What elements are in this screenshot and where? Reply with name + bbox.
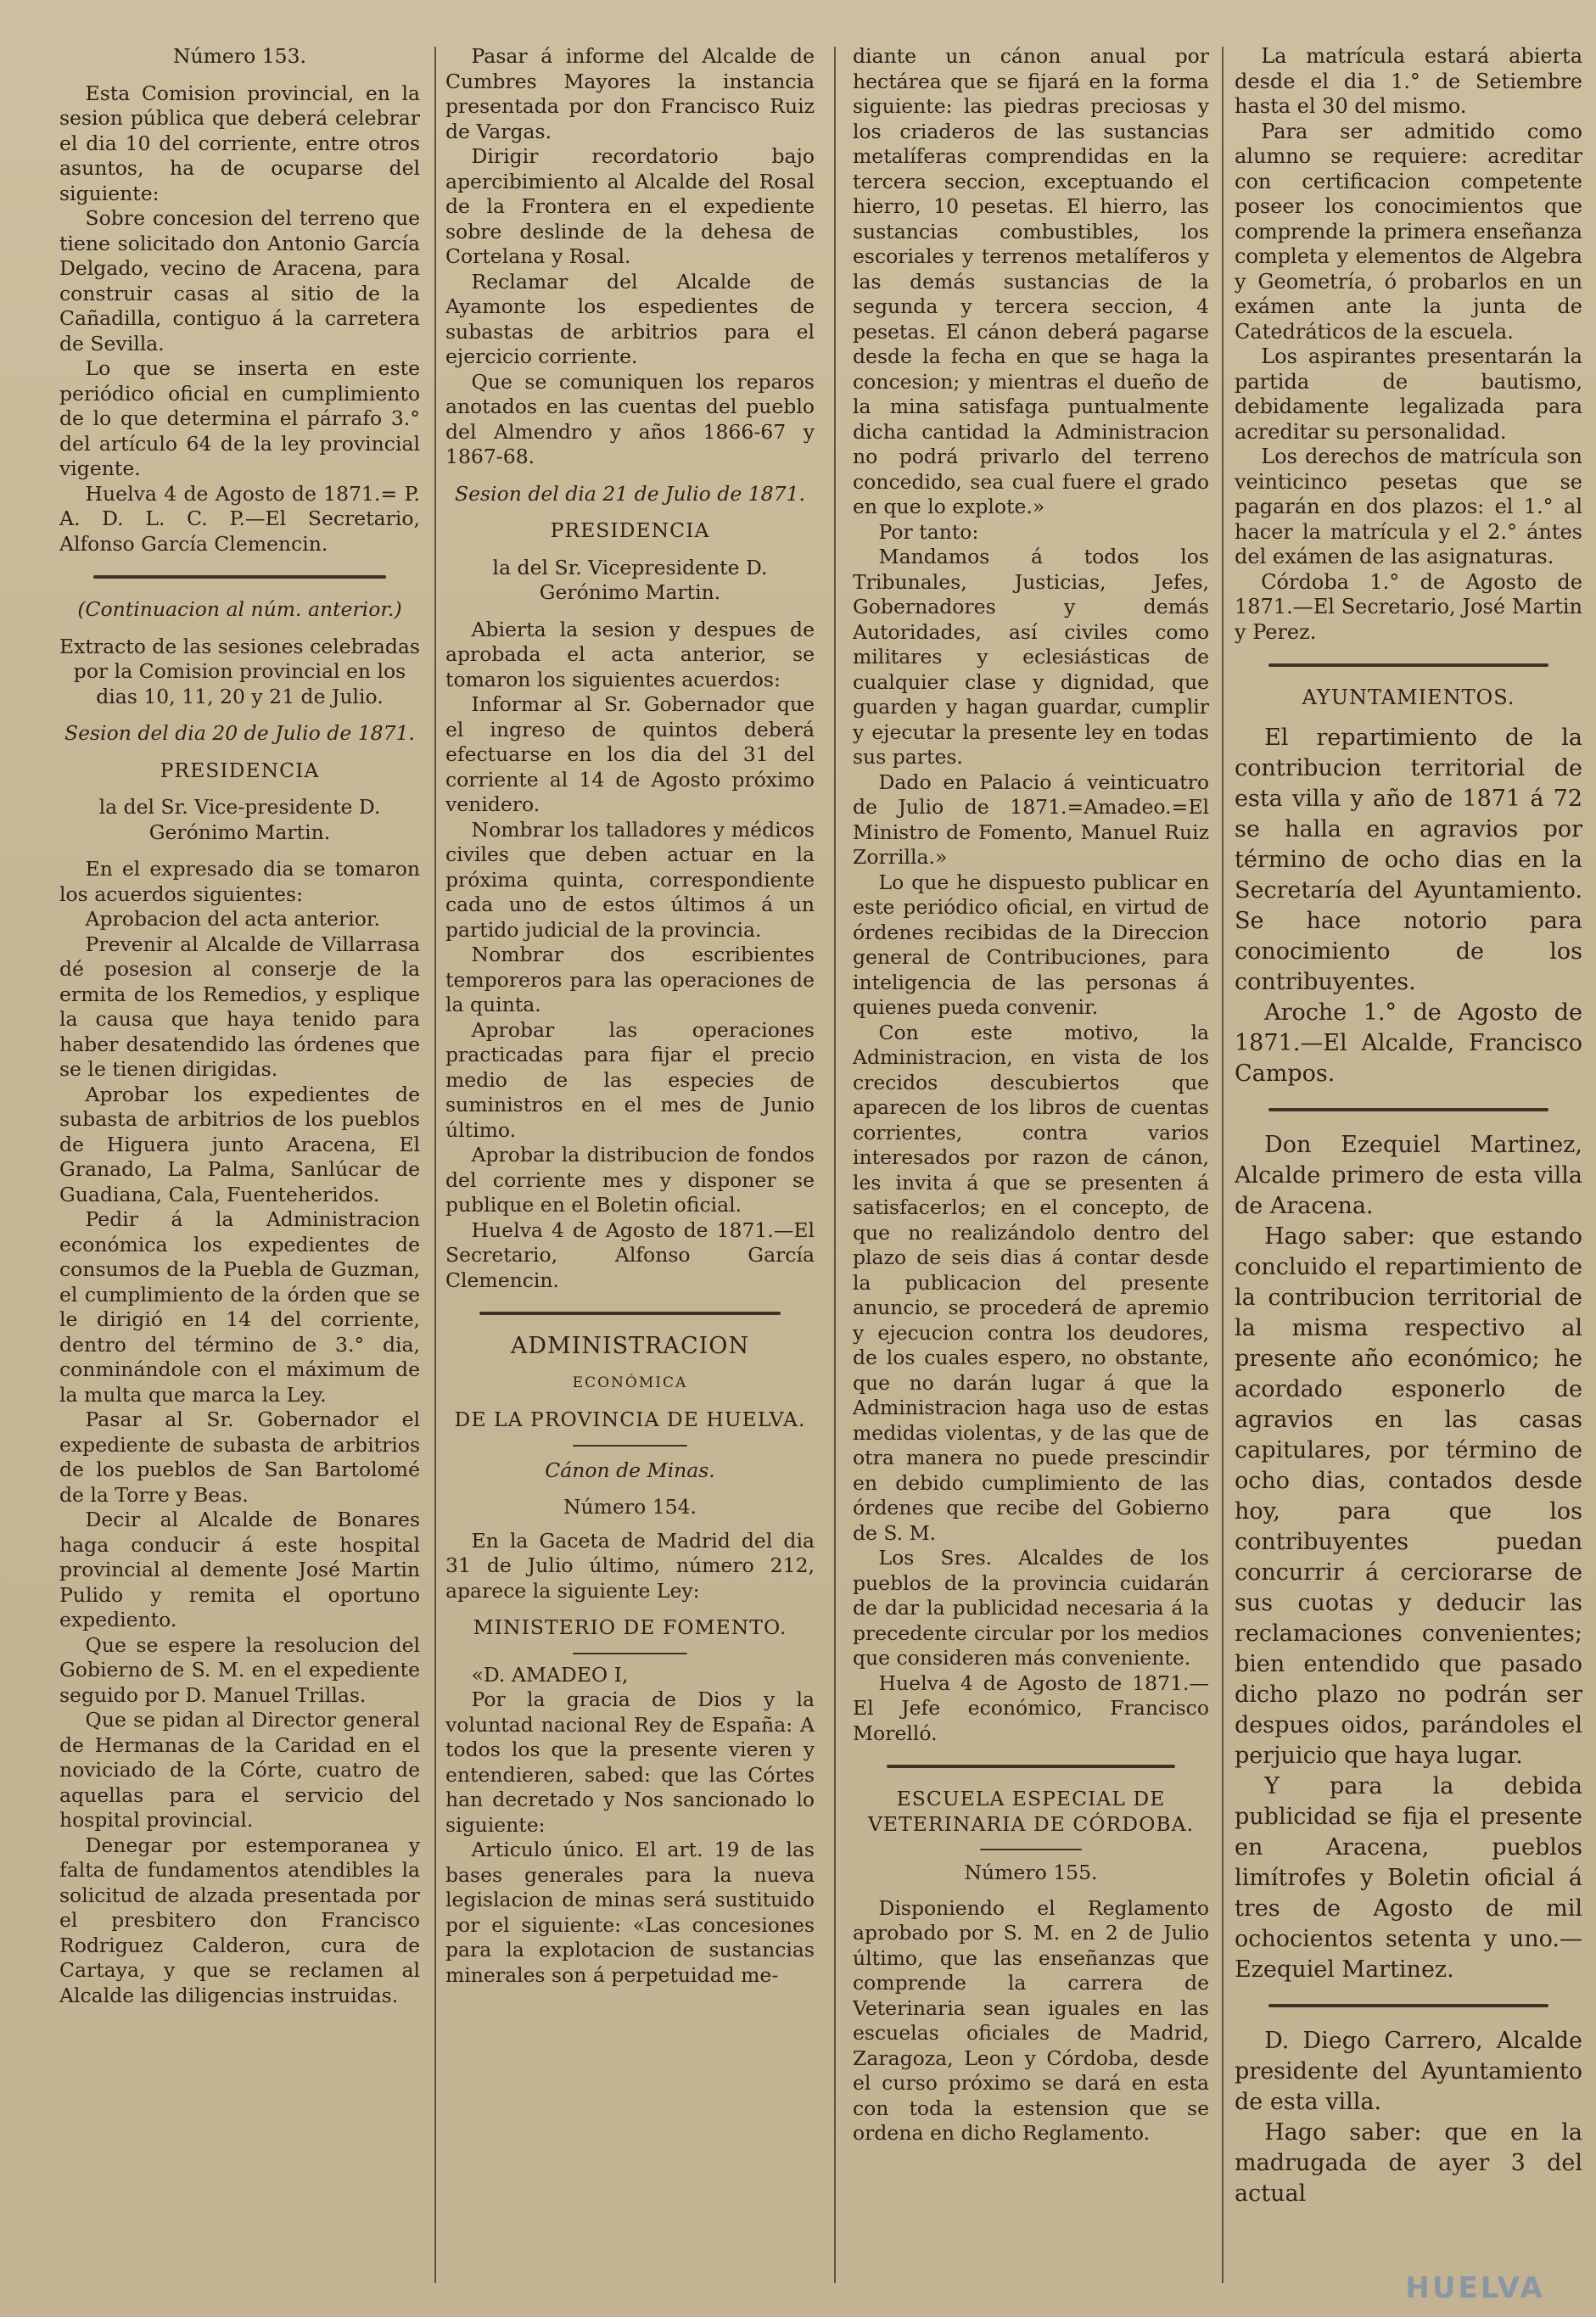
paragraph: En la Gaceta de Madrid del dia 31 de Julio último, número 212, aparece la siguiente Ley: bbox=[445, 1528, 815, 1603]
signature: Aroche 1.° de Agosto de 1871.—El Alcalde, Francisco Campos. bbox=[1235, 999, 1582, 1087]
presidency-sub: la del Sr. Vicepresidente D. Gerónimo Martin. bbox=[492, 555, 768, 604]
presidency-sub: la del Sr. Vice-presidente D. Gerónimo Martin. bbox=[98, 795, 381, 844]
list-item: Que se comuniquen los reparos anotados en las cuentas del pueblo del Almendro y años 1866-67 y 1867-68. bbox=[445, 369, 815, 468]
list-item: Pasar á informe del Alcalde de Cumbres Mayores la instancia presentada por don Francisco Ruiz de Vargas. bbox=[445, 44, 815, 143]
paragraph: Lo que he dispuesto publicar en este periódico oficial, en virtud de órdenes recibidas de la Direccion general de Contribuciones, para inteligencia de las personas á quienes pueda convenir. bbox=[853, 870, 1209, 1019]
separator bbox=[573, 1653, 687, 1654]
list-item: Reclamar del Alcalde de Ayamonte los espedientes de subastas de arbitrios para el ejercicio corriente. bbox=[445, 269, 815, 368]
column-rule bbox=[434, 47, 436, 2283]
column-rule bbox=[1222, 47, 1224, 2283]
session-heading: Sesion del dia 20 de Julio de 1871. bbox=[64, 721, 415, 745]
signature: Huelva 4 de Agosto de 1871.= P. A. D. L. C. P.—El Secretario, Alfonso García Clemencin. bbox=[59, 481, 420, 556]
list-item: Aprobar la distribucion de fondos del corriente mes y disponer se publique en el Boletin oficial. bbox=[445, 1143, 815, 1217]
issue-number: Número 154. bbox=[563, 1495, 697, 1519]
paragraph: Los aspirantes presentarán la partida de bautismo, debidamente legalizada para acreditar su personalidad. bbox=[1235, 344, 1582, 444]
paragraph: Lo que se inserta en este periódico oficial en cumplimiento de lo que determina el párrafo 3.° del artículo 64 de la ley provincial vigente. bbox=[59, 356, 420, 480]
huelva-watermark-logo: HUELVA bbox=[1405, 2271, 1545, 2305]
paragraph: Don Ezequiel Martinez, Alcalde primero de esta villa de Aracena. bbox=[1235, 1131, 1582, 1219]
column-1 bbox=[59, 44, 420, 2283]
list-item: Pedir á la Administracion económica los expedientes de consumos de la Puebla de Guzman, el cumplimiento de la órden que se le dirigió en 14 del corriente, dentro del término de 3.° dia, conminándole con el máximum de la multa que marca la Ley. bbox=[59, 1207, 420, 1407]
separator bbox=[1268, 2004, 1548, 2007]
list-item: Aprobar las operaciones practicadas para fijar el precio medio de las especies de suministros en el mes de Junio último. bbox=[445, 1017, 815, 1142]
list-item: En el expresado dia se tomaron los acuerdos siguientes: bbox=[59, 857, 420, 906]
presidency-heading: PRESIDENCIA bbox=[160, 758, 320, 782]
royal-heading: «D. AMADEO I, bbox=[471, 1662, 629, 1687]
paragraph: Dado en Palacio á veinticuatro de Julio de 1871.=Amadeo.=El Ministro de Fomento, Manuel Ruiz Zorrilla.» bbox=[853, 770, 1209, 869]
paragraph: Para ser admitido como alumno se requiere: acreditar con certificacion competente poseer los conocimientos que comprende la primera enseñanza completa y elementos de Algebra y Geometría, ó probarlos en un exámen ante la junta de Catedráticos de la escuela. bbox=[1235, 119, 1582, 344]
paragraph: diante un cánon anual por hectárea que se fijará en la forma siguiente: las piedras preciosas y los criaderos de las sustancias metalíferas comprendidas en la tercera seccion, exceptuando el hierro, 10 pesetas. El hierro, las sustancias combustibles, los escoriales y terrenos metalíferos y las demás sustancias de la segunda y tercera seccion, 4 pesetas. El cánon deberá pagarse desde la fecha en que se haga la concesion; y mientras el dueño de la mina satisfaga puntualmente dicha cantidad la Administracion no podrá privarlo del terreno concedido, sea cual fuere el grado en que lo explote.» bbox=[853, 44, 1209, 518]
admin-heading: ADMINISTRACION bbox=[510, 1333, 750, 1359]
separator bbox=[980, 1849, 1082, 1850]
ministry-heading: MINISTERIO DE FOMENTO. bbox=[473, 1615, 787, 1639]
signature: Y para la debida publicidad se fija el presente en Aracena, pueblos limítrofes y Boletin oficial á tres de Agosto de mil ochocientos setenta y uno.—Ezequiel Martinez. bbox=[1235, 1772, 1582, 1983]
paragraph: D. Diego Carrero, Alcalde presidente del Ayuntamiento de esta villa. bbox=[1235, 2027, 1582, 2115]
extract-title: Extracto de las sesiones celebradas por la Comision provincial en los dias 10, 11, 20 y 21 de Julio. bbox=[59, 634, 420, 708]
separator bbox=[479, 1312, 781, 1315]
issue-number: Número 155. bbox=[964, 1861, 1098, 1884]
admin-subheading: ECONÓMICA bbox=[572, 1374, 688, 1391]
issue-number: Número 153. bbox=[172, 44, 307, 68]
list-item: Que se espere la resolucion del Gobierno de S. M. en el expediente seguido por D. Manuel Trillas. bbox=[59, 1632, 420, 1707]
list-item: Denegar por estemporanea y falta de fundamentos atendibles la solicitud de alzada presentada por el presbitero don Francisco Rodriguez Calderon, cura de Cartaya, y que se reclamen al Alcalde las diligencias instruidas. bbox=[59, 1833, 420, 2007]
list-item: Nombrar los talladores y médicos civiles que deben actuar en la próxima quinta, correspondiente cada uno de estos últimos á un partido judicial de la provincia. bbox=[445, 817, 815, 942]
signature: Huelva 4 de Agosto de 1871.—El Jefe económico, Francisco Morelló. bbox=[853, 1671, 1209, 1745]
admin-province: DE LA PROVINCIA DE HUELVA. bbox=[454, 1408, 806, 1431]
column-2 bbox=[445, 44, 815, 2283]
presidency-heading: PRESIDENCIA bbox=[550, 518, 710, 542]
list-item: Pasar al Sr. Gobernador el expediente de subasta de arbitrios de los pueblos de San Bartolomé de la Torre y Beas. bbox=[59, 1408, 420, 1507]
paragraph: Hago saber: que estando concluido el repartimiento de la contribucion territorial de la misma respectivo al presente año económico; he acordado esponerlo de agravios en las casas capitulares, por término de ocho dias, contados desde hoy, para que los contribuyentes puedan concurrir á cerciorarse de sus cuotas y deducir las reclamaciones convenientes; bien entendido que pasado dicho plazo no podrán ser despues oidos, parándoles el perjuicio que haya lugar. bbox=[1235, 1223, 1582, 1769]
paragraph: El repartimiento de la contribucion territorial de esta villa y año de 1871 á 72 se halla en agravios por término de ocho dias en la Secretaría del Ayuntamiento. Se hace notorio para conocimiento de los contribuyentes. bbox=[1235, 724, 1582, 995]
list-item: Que se pidan al Director general de Hermanas de la Caridad en el noviciado de la Córte, cuatro de aquellas para el servicio del hospital provincial. bbox=[59, 1708, 420, 1832]
list-item: Aprobacion del acta anterior. bbox=[85, 907, 380, 931]
list-item: Abierta la sesion y despues de aprobada el acta anterior, se tomaron los siguientes acuerdos: bbox=[445, 617, 815, 691]
paragraph: Los derechos de matrícula son veinticinco pesetas que se pagarán en dos plazos: el 1.° al hacer la matrícula y el 2.° ántes del exámen de las asignaturas. bbox=[1235, 445, 1582, 568]
list-item: Prevenir al Alcalde de Villarrasa dé posesion al conserje de la ermita de los Remedios, y esplique la causa que haya tenido para haber desatendido las órdenes que se le tienen dirigidas. bbox=[59, 932, 420, 1081]
paragraph: Por tanto: bbox=[878, 519, 979, 544]
separator bbox=[573, 1445, 687, 1447]
list-item: Decir al Alcalde de Bonares haga conducir á este hospital provincial al demente José Martin Pulido y remita el oportuno expediento. bbox=[59, 1508, 420, 1631]
paragraph: Los Sres. Alcaldes de los pueblos de la provincia cuidarán de dar la publicidad necesaria á la precedente circular por los medios que consideren más conveniente. bbox=[853, 1546, 1209, 1670]
list-item: Informar al Sr. Gobernador que el ingreso de quintos deberá efectuarse en los dia del 31 del corriente al 14 de Agosto próximo venidero. bbox=[445, 692, 815, 816]
list-item: Dirigir recordatorio bajo apercibimiento al Alcalde del Rosal de la Frontera en el expediente sobre deslinde de la dehesa de Cortelana y Rosal. bbox=[445, 144, 815, 268]
school-heading: ESCUELA ESPECIAL DE VETERINARIA DE CÓRDOBA. bbox=[867, 1787, 1195, 1836]
paragraph: Sobre concesion del terreno que tiene solicitado don Antonio García Delgado, vecino de Aracena, para construir casas al sitio de la Cañadilla, contiguo á la carretera de Sevilla. bbox=[59, 206, 420, 355]
ayuntamientos-heading: AYUNTAMIENTOS. bbox=[1302, 686, 1515, 709]
column-3 bbox=[853, 44, 1209, 2283]
paragraph: Con este motivo, la Administracion, en vista de los crecidos descubiertos que aparecen de los libros de cuentas corrientes, contra varios interesados por razon de cánon, les invita á que se presenten á satisfacerlos; en el concepto, de que no realizándolo dentro del plazo de seis dias á contar desde la publicacion del presente anuncio, se procederá de apremio y ejecucion contra los deudores, de los cuales espero, no obstante, que no darán lugar á que la Administracion haga uso de estas medidas violentas, y de las que de otra manera no puede prescindir en debido cumplimiento de las órdenes que recibe del Gobierno de S. M. bbox=[853, 1020, 1209, 1545]
paragraph: Esta Comision provincial, en la sesion pública que deberá celebrar el dia 10 del corriente, entre otros asuntos, ha de ocuparse del siguiente: bbox=[59, 81, 420, 205]
paragraph: Articulo único. El art. 19 de las bases generales para la nueva legislacion de minas será sustituido por el siguiente: «Las concesiones para la explotacion de sustancias minerales son á perpetuidad me- bbox=[445, 1838, 815, 1987]
paragraph: La matrícula estará abierta desde el dia 1.° de Setiembre hasta el 30 del mismo. bbox=[1235, 44, 1582, 118]
paragraph: Hago saber: que en la madrugada de ayer 3 del actual bbox=[1235, 2118, 1582, 2207]
list-item: Aprobar los expedientes de subasta de arbitrios de los pueblos de Higuera junto Aracena, El Granado, La Palma, Sanlúcar de Guadiana, Cala, Fuenteheridos. bbox=[59, 1082, 420, 1206]
canon-heading: Cánon de Minas. bbox=[545, 1458, 715, 1482]
paragraph: Disponiendo el Reglamento aprobado por S. M. en 2 de Julio último, que las enseñanzas que comprende la carrera de Veterinaria sean iguales en las escuelas oficiales de Madrid, Zaragoza, Leon y Córdoba, desde el curso próximo se dará en esta con toda la estension que se ordena en dicho Reglamento. bbox=[853, 1895, 1209, 2145]
column-4 bbox=[1235, 44, 1582, 2283]
separator bbox=[93, 575, 386, 579]
separator bbox=[887, 1765, 1175, 1768]
paragraph: Por la gracia de Dios y la voluntad nacional Rey de España: A todos los que la presente vieren y entendieren, sabed: que las Córtes han decretado y Nos sancionado lo siguiente: bbox=[445, 1687, 815, 1837]
separator bbox=[1268, 1108, 1548, 1111]
signature: Huelva 4 de Agosto de 1871.—El Secretario, Alfonso García Clemencin. bbox=[445, 1217, 815, 1292]
paragraph: Mandamos á todos los Tribunales, Justicias, Jefes, Gobernadores y demás Autoridades, así civiles como militares y eclesiásticas de cualquier clase y dignidad, que guarden y hagan guardar, cumplir y ejecutar la presente ley en todas sus partes. bbox=[853, 545, 1209, 769]
column-rule bbox=[834, 47, 836, 2283]
list-item: Nombrar dos escribientes temporeros para las operaciones de la quinta. bbox=[445, 943, 815, 1016]
separator bbox=[1268, 663, 1548, 667]
signature: Córdoba 1.° de Agosto de 1871.—El Secretario, José Martin y Perez. bbox=[1235, 569, 1582, 644]
session-heading: Sesion del dia 21 de Julio de 1871. bbox=[454, 481, 805, 506]
continuation-note: (Continuacion al núm. anterior.) bbox=[77, 597, 402, 621]
